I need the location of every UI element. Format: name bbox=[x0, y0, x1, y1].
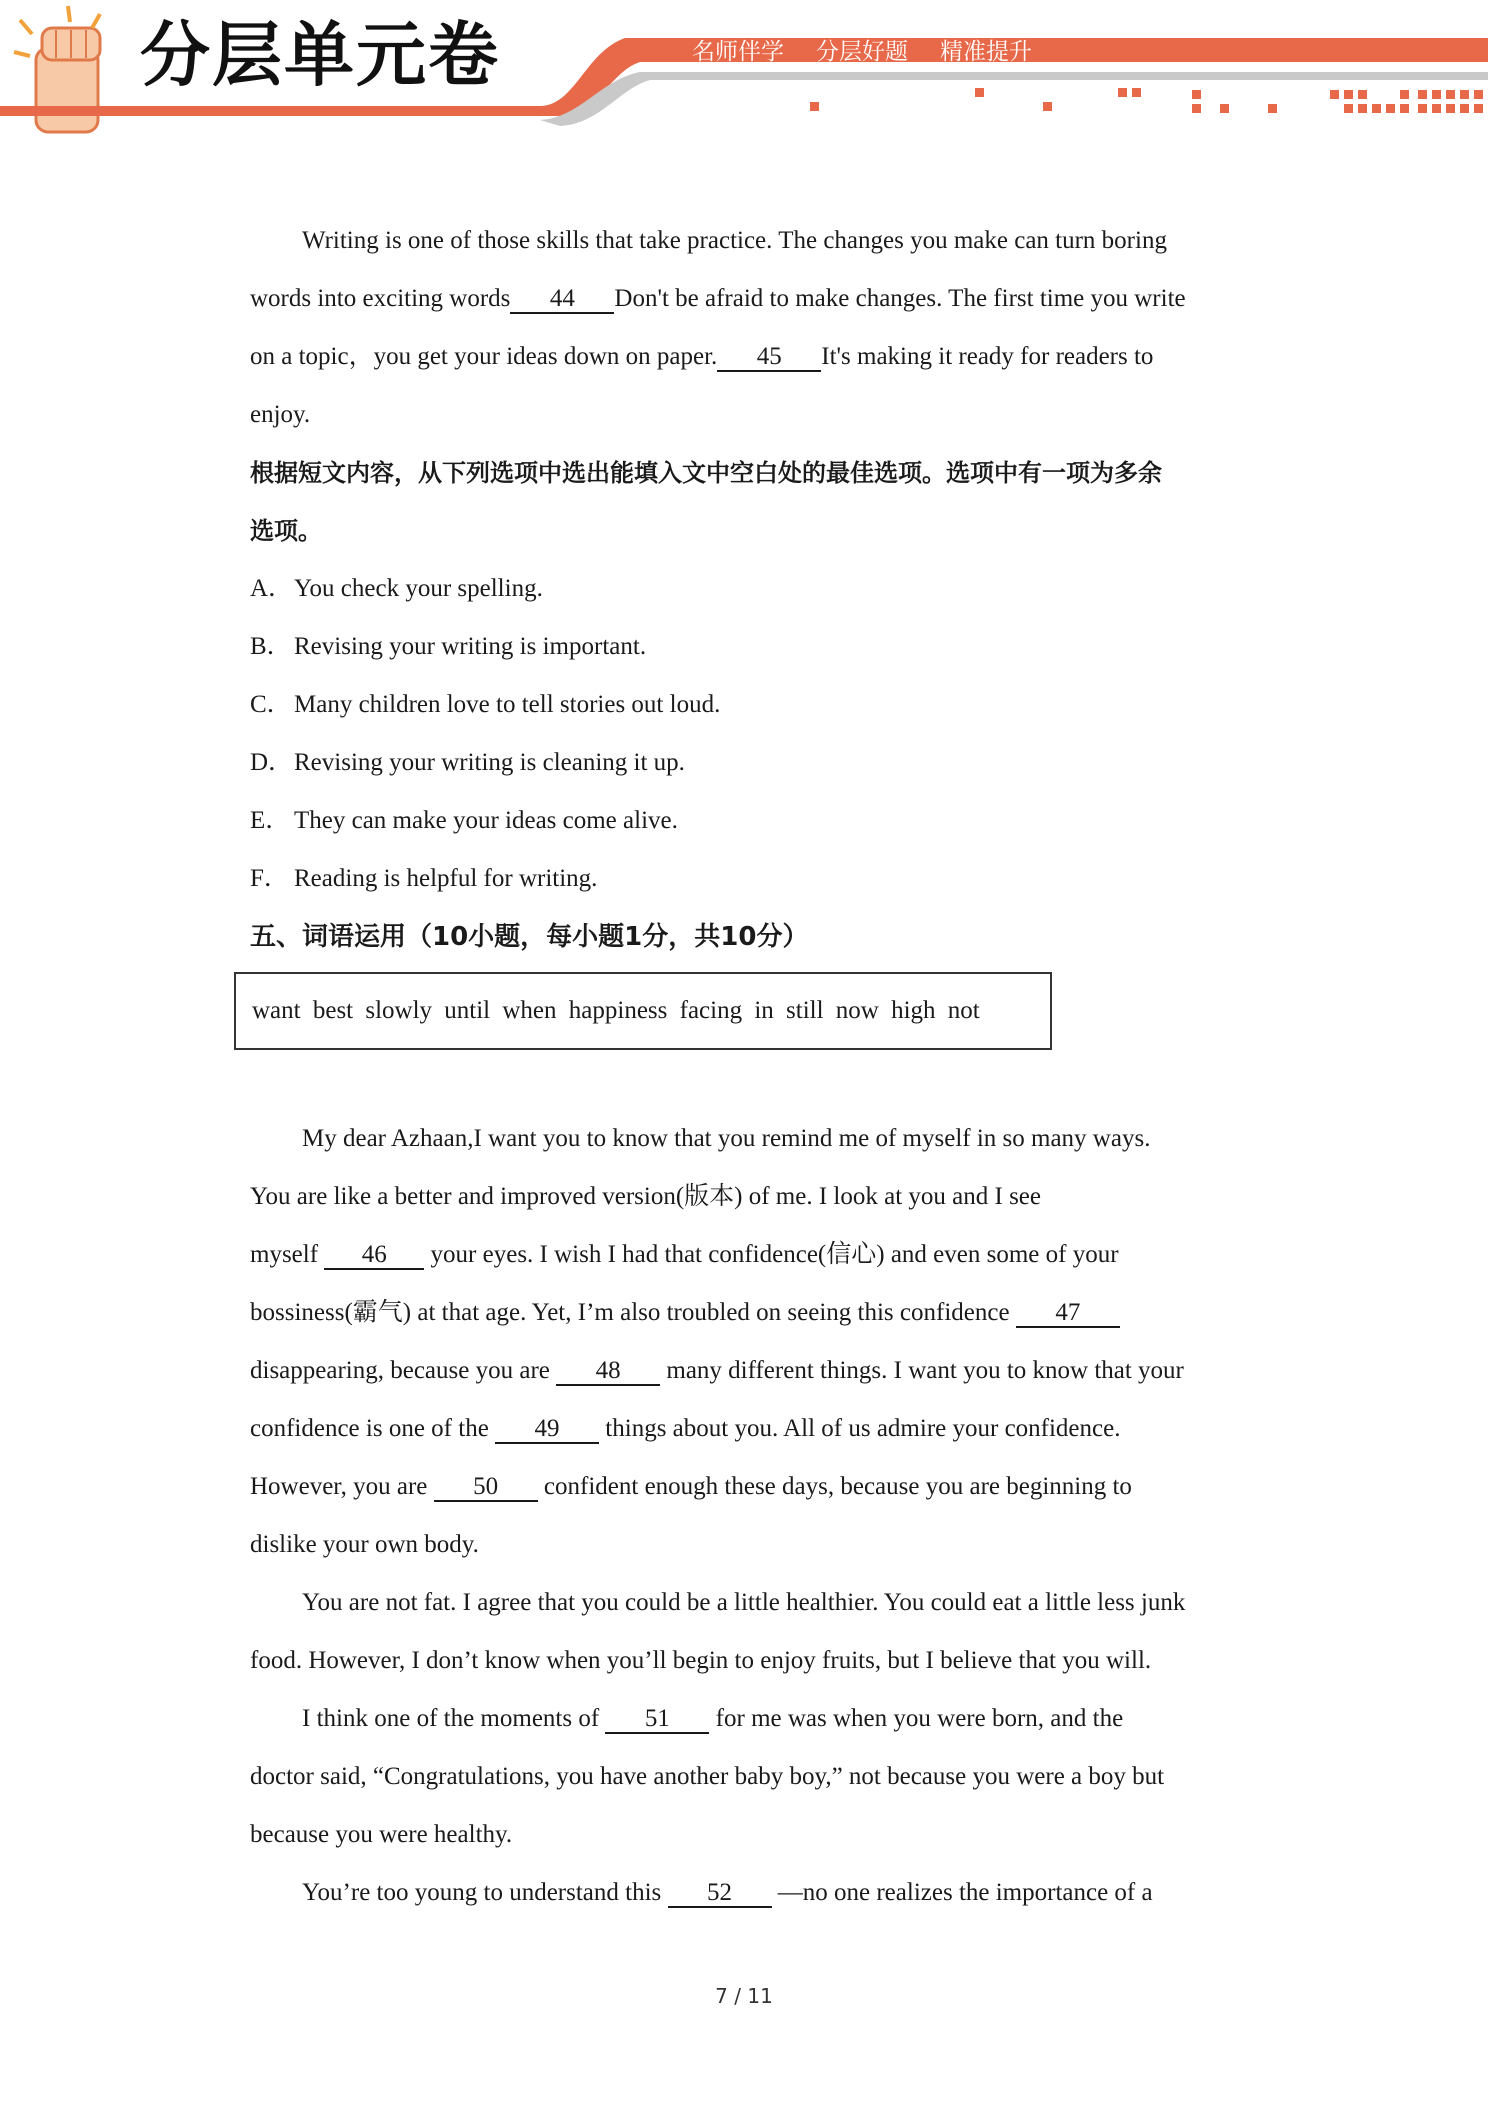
passage2-line-3: myself 46 your eyes. I wish I had that confidence(信心) and even some of your bbox=[250, 1241, 1119, 1268]
passage2-line-6: confidence is one of the 49 things about you. All of us admire your confidence. bbox=[250, 1415, 1121, 1442]
passage1-line-4: enjoy. bbox=[250, 401, 311, 428]
blank-48[interactable]: 48 bbox=[556, 1358, 660, 1386]
blank-49[interactable]: 49 bbox=[495, 1416, 599, 1444]
blank-50[interactable]: 50 bbox=[434, 1474, 538, 1502]
option-d[interactable]: D．Revising your writing is cleaning it up. bbox=[250, 749, 685, 776]
slogan-3: 精准提升 bbox=[940, 39, 1032, 65]
passage2-line-7: However, you are 50 confident enough these days, because you are beginning to bbox=[250, 1473, 1132, 1500]
passage2-line-12: doctor said, “Congratulations, you have another baby boy,” not because you were a boy but bbox=[250, 1763, 1165, 1790]
passage2-line-14: You’re too young to understand this 52 —no one realizes the importance of a bbox=[302, 1879, 1153, 1906]
brand-title: 分层单元卷 bbox=[140, 14, 500, 96]
option-c[interactable]: C．Many children love to tell stories out loud. bbox=[250, 691, 721, 718]
instruction-line-1: 根据短文内容，从下列选项中选出能填入文中空白处的最佳选项。选项中有一项为多余 bbox=[250, 459, 1162, 487]
option-a[interactable]: A．You check your spelling. bbox=[250, 575, 543, 602]
word-bank: want best slowly until when happiness facing in still now high not bbox=[252, 997, 980, 1024]
blank-47[interactable]: 47 bbox=[1016, 1300, 1120, 1328]
blank-51[interactable]: 51 bbox=[605, 1706, 709, 1734]
option-e[interactable]: E． They can make your ideas come alive. bbox=[250, 807, 678, 834]
passage2-line-11: I think one of the moments of 51 for me was when you were born, and the bbox=[302, 1705, 1124, 1732]
blank-52[interactable]: 52 bbox=[668, 1880, 772, 1908]
passage2-line-1: My dear Azhaan,I want you to know that you remind me of myself in so many ways. bbox=[302, 1125, 1151, 1152]
word-bank-box bbox=[234, 972, 1052, 1050]
passage2-line-9: You are not fat. I agree that you could be a little healthier. You could eat a little less junk bbox=[302, 1589, 1186, 1616]
page-header bbox=[0, 0, 1488, 140]
passage2-line-13: because you were healthy. bbox=[250, 1821, 513, 1848]
blank-44[interactable]: 44 bbox=[510, 286, 614, 314]
passage2-line-4: bossiness(霸气) at that age. Yet, I’m also troubled on seeing this confidence 47 bbox=[250, 1298, 1120, 1328]
blank-45[interactable]: 45 bbox=[717, 344, 821, 372]
passage2-line-2: You are like a better and improved version(版本) of me. I look at you and I see bbox=[250, 1183, 1041, 1210]
slogan-2: 分层好题 bbox=[816, 39, 908, 65]
slogan-1: 名师伴学 bbox=[692, 39, 784, 65]
instruction-line-2: 选项。 bbox=[250, 517, 322, 545]
passage1-line-1: Writing is one of those skills that take practice. The changes you make can turn boring bbox=[302, 227, 1167, 254]
option-b[interactable]: B．Revising your writing is important. bbox=[250, 633, 647, 660]
passage1-line-3: on a topic，you get your ideas down on paper. 45 It's making it ready for readers to bbox=[250, 343, 1154, 370]
passage1-line-2: words into exciting words 44 Don't be afraid to make changes. The first time you write bbox=[250, 285, 1186, 312]
page-number: 7 / 11 bbox=[715, 1984, 773, 2008]
blank-46[interactable]: 46 bbox=[324, 1242, 424, 1270]
passage2-line-5: disappearing, because you are 48 many different things. I want you to know that your bbox=[250, 1357, 1184, 1384]
passage2-line-10: food. However, I don’t know when you’ll begin to enjoy fruits, but I believe that you will. bbox=[250, 1647, 1152, 1674]
section-title: 五、词语运用（10小题，每小题1分，共10分） bbox=[250, 922, 809, 952]
passage2-line-8: dislike your own body. bbox=[250, 1531, 479, 1558]
option-f[interactable]: F． Reading is helpful for writing. bbox=[250, 865, 598, 892]
